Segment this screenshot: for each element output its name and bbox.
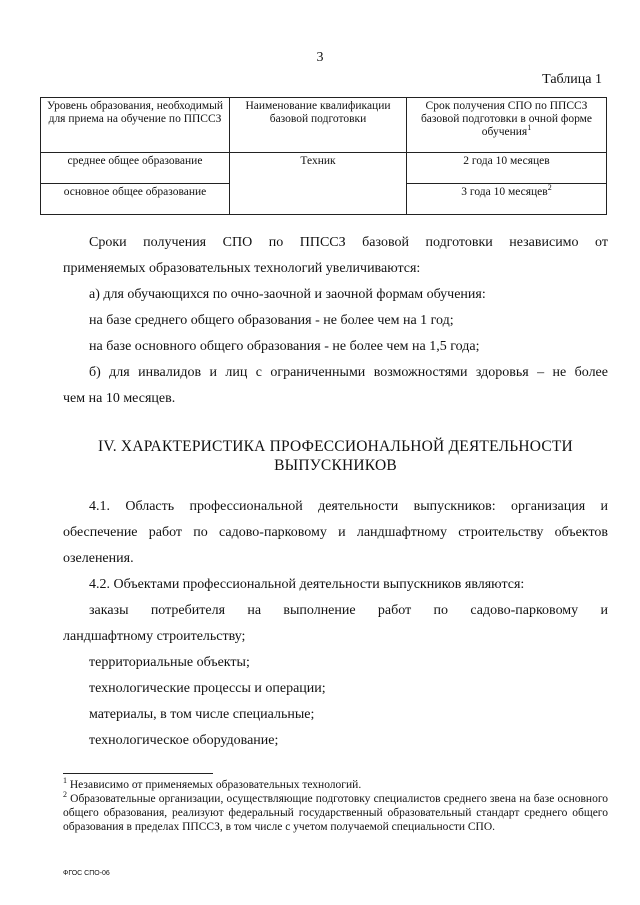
footnote (63, 778, 608, 792)
footnote-divider (63, 773, 213, 774)
table-cell-term: 2 года 10 месяцев (407, 153, 607, 184)
section-text (63, 494, 608, 754)
table-cell-term (407, 184, 607, 215)
paragraph-line: на базе среднего общего образования - не более чем на 1 год; (89, 313, 454, 328)
document-code: ФГОС СПО-06 (63, 870, 110, 877)
table-cell-term-text: 3 года 10 месяцев (461, 186, 548, 198)
duration-text (63, 230, 608, 412)
paragraph-line: материалы, в том числе специальные; (89, 707, 315, 722)
table-header-term-text: Срок получения СПО по ППССЗ базовой подготовки в очной форме обучения (420, 100, 593, 138)
paragraph-line: на базе основного общего образования - не более чем на 1,5 года; (89, 339, 480, 354)
paragraph-line: применяемых образовательных технологий увеличиваются: (63, 261, 421, 276)
table-header-term (407, 98, 607, 153)
table-label: Таблица 1 (542, 72, 602, 87)
paragraph-line: 4.2. Объектами профессиональной деятельности выпускников являются: (89, 577, 525, 592)
paragraph-line: чем на 10 месяцев. (63, 391, 176, 406)
duration-table (40, 97, 607, 215)
paragraph-line: ландшафтному строительству; (63, 629, 246, 644)
section-heading-line: ВЫПУСКНИКОВ (274, 457, 397, 474)
table-header-level: Уровень образования, необходимый для приема на обучение по ППССЗ (41, 98, 230, 153)
footnote-ref-1: 1 (527, 123, 532, 133)
paragraph-line: технологические процессы и операции; (89, 681, 326, 696)
table-header-qualification: Наименование квалификации базовой подготовки (230, 98, 407, 153)
footnote (63, 792, 608, 834)
table-header-row (41, 98, 607, 153)
table-cell-qualification: Техник (230, 153, 407, 215)
footnote-number: 2 (63, 790, 67, 800)
footnote-text: Независимо от применяемых образовательных технологий. (69, 779, 362, 791)
paragraph-line: заказы потребителя на выполнение работ по садово-парковому и (89, 603, 608, 618)
footnote-ref-2: 2 (547, 183, 552, 193)
paragraph-line: технологическое оборудование; (89, 733, 279, 748)
paragraph-line: Сроки получения СПО по ППССЗ базовой подготовки независимо от (89, 235, 608, 250)
footnote-number: 1 (63, 776, 67, 786)
table-cell-level: среднее общее образование (41, 153, 230, 184)
paragraph-line: а) для обучающихся по очно-заочной и заочной формам обучения: (89, 287, 486, 302)
table-cell-level: основное общее образование (41, 184, 230, 215)
paragraph-line: 4.1. Область профессиональной деятельности выпускников: организация и (89, 499, 608, 514)
footnote-text: Образовательные организации, осуществляющие подготовку специалистов среднего звена на базе основного общего образования, реализуют федеральный государственный образовательный стандарт среднего общего образования в пределах ППССЗ, в том числе с учетом получаемой специальности СПО. (63, 793, 609, 833)
table-row (41, 153, 607, 184)
section-heading-line: IV. ХАРАКТЕРИСТИКА ПРОФЕССИОНАЛЬНОЙ ДЕЯТЕЛЬНОСТИ (98, 438, 573, 455)
paragraph-line: озеленения. (63, 551, 134, 566)
paragraph-line: б) для инвалидов и лиц с ограниченными возможностями здоровья – не более (89, 365, 608, 380)
page-number: 3 (316, 50, 324, 65)
section-heading (63, 437, 608, 475)
paragraph-line: территориальные объекты; (89, 655, 250, 670)
paragraph-line: обеспечение работ по садово-парковому и ландшафтному строительству объектов (63, 525, 608, 540)
footnotes (63, 778, 608, 834)
